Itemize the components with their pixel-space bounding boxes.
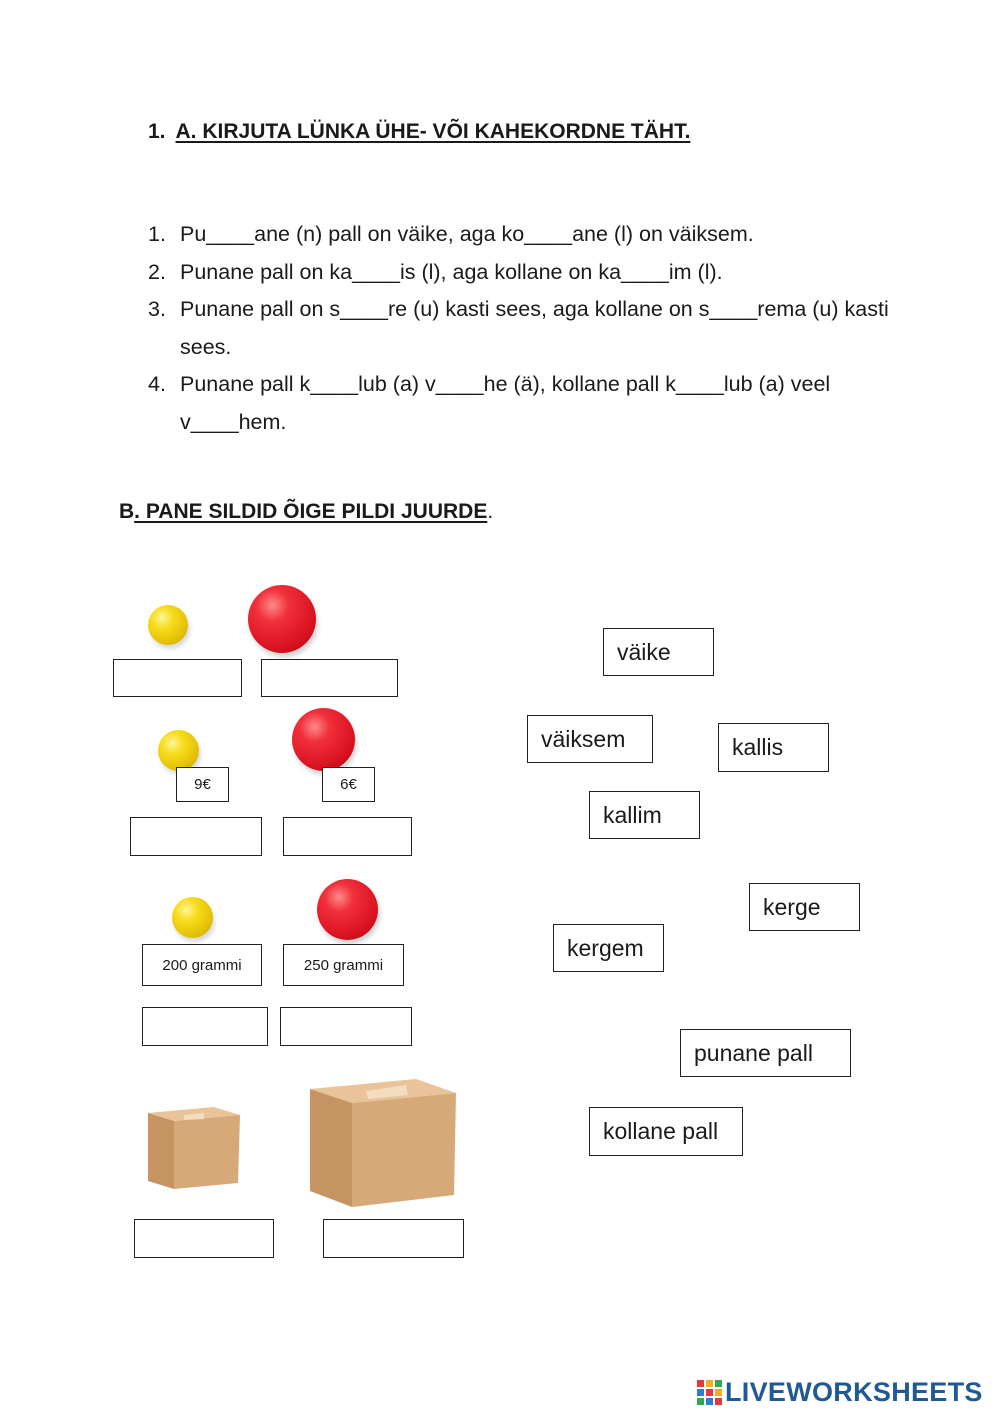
answer-drop-box[interactable] — [283, 817, 412, 856]
section-b-prefix: B — [119, 500, 135, 523]
price-tag-yellow: 9€ — [176, 767, 229, 802]
answer-drop-box[interactable] — [280, 1007, 412, 1046]
section-b-suffix: . — [487, 500, 494, 523]
weight-tag-yellow: 200 grammi — [142, 944, 262, 986]
big-box-image — [306, 1075, 458, 1211]
exercise-item — [148, 291, 908, 366]
exercise-number: 3. — [148, 297, 166, 321]
yellow-ball-image — [158, 730, 199, 771]
exercise-number: 1. — [148, 222, 166, 246]
exercise-text: Pu____ane (n) pall on väike, aga ko____ane (l) on väiksem. — [180, 222, 754, 246]
price-tag-red: 6€ — [322, 767, 375, 802]
big-red-ball-image — [248, 585, 316, 653]
section-a-heading: A. KIRJUTA LÜNKA ÜHE- VÕI KAHEKORDNE TÄHT. — [175, 120, 691, 143]
exercise-item — [148, 366, 908, 441]
answer-drop-box[interactable] — [134, 1219, 274, 1258]
word-card-kerge[interactable]: kerge — [749, 883, 860, 931]
red-ball-image — [317, 879, 378, 940]
word-card-kergem[interactable]: kergem — [553, 924, 664, 972]
exercise-text: Punane pall k____lub (a) v____he (ä), kollane pall k____lub (a) veel v____hem. — [180, 372, 831, 434]
exercise-number: 2. — [148, 259, 166, 284]
answer-drop-box[interactable] — [142, 1007, 268, 1046]
word-card-vaike[interactable]: väike — [603, 628, 714, 676]
section-a-number: 1. — [148, 120, 166, 143]
answer-drop-box[interactable] — [113, 659, 242, 697]
section-a-title — [148, 120, 690, 144]
section-b-title — [119, 500, 493, 524]
exercise-item — [148, 216, 908, 254]
exercise-list — [148, 216, 908, 441]
answer-drop-box[interactable] — [261, 659, 398, 697]
small-yellow-ball-image — [148, 605, 188, 645]
weight-tag-red: 250 grammi — [283, 944, 404, 986]
exercise-item — [148, 254, 908, 292]
answer-drop-box[interactable] — [130, 817, 262, 856]
word-card-kallim[interactable]: kallim — [589, 791, 700, 839]
exercise-text: Punane pall on ka____is (l), aga kollane on ka____im (l). — [180, 259, 723, 284]
answer-drop-box[interactable] — [323, 1219, 464, 1258]
red-ball-image — [292, 708, 355, 771]
word-card-kollane-pall[interactable]: kollane pall — [589, 1107, 743, 1156]
exercise-number: 4. — [148, 372, 166, 396]
logo-text: LIVEWORKSHEETS — [725, 1377, 983, 1407]
logo-icon — [697, 1380, 723, 1406]
exercise-text: Punane pall on s____re (u) kasti sees, aga kollane on s____rema (u) kasti sees. — [180, 297, 889, 359]
yellow-ball-image — [172, 897, 213, 938]
word-card-punane-pall[interactable]: punane pall — [680, 1029, 851, 1077]
small-box-image — [144, 1103, 242, 1191]
word-card-vaiksem[interactable]: väiksem — [527, 715, 653, 763]
word-card-kallis[interactable]: kallis — [718, 723, 829, 772]
section-b-heading: . PANE SILDID ÕIGE PILDI JUURDE — [134, 500, 488, 523]
liveworksheets-logo — [697, 1377, 983, 1408]
